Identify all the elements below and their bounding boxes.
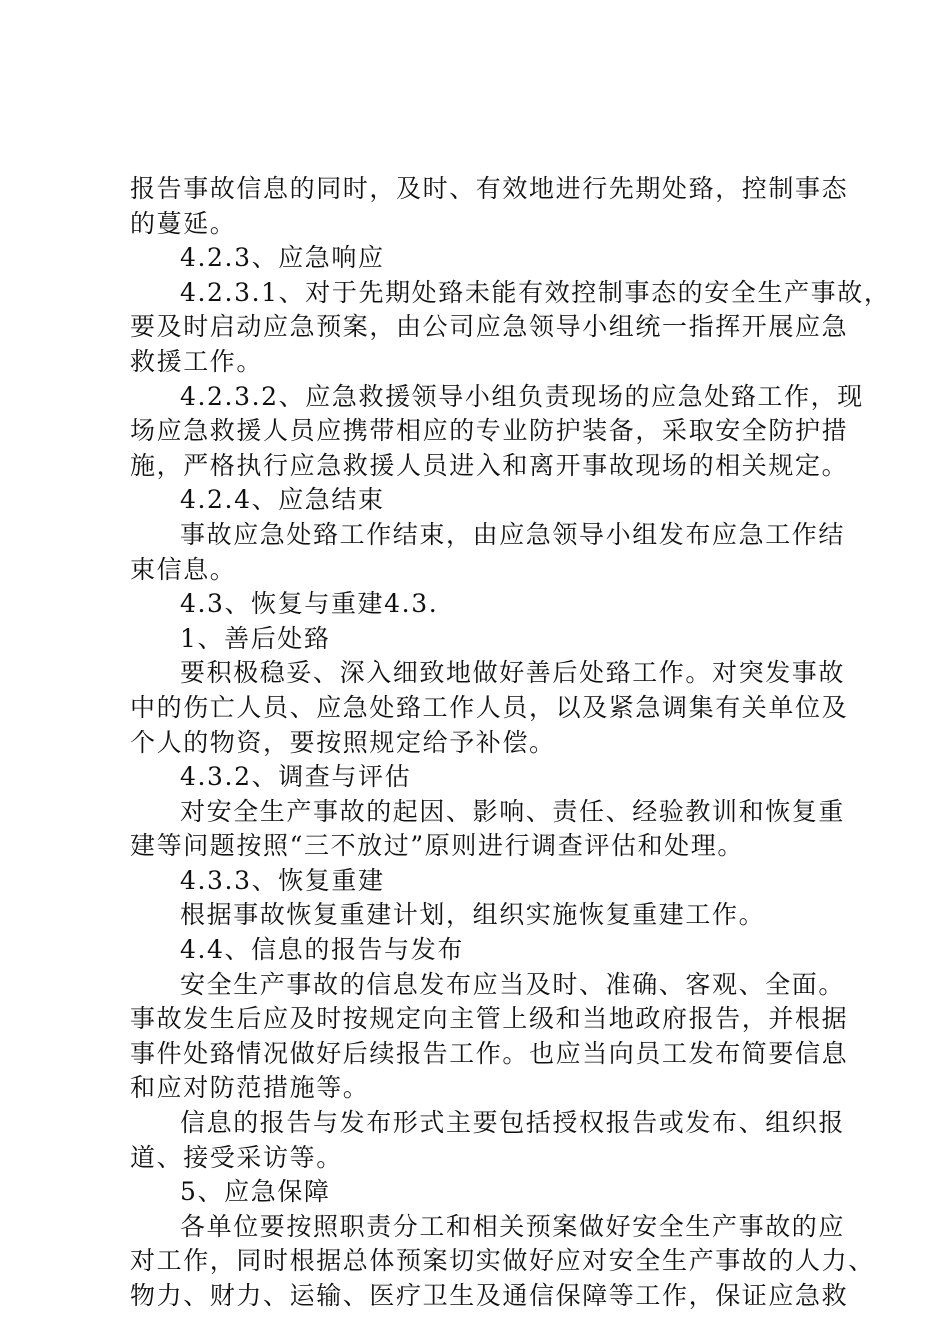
text-line: 物力、财力、运输、医疗卫生及通信保障等工作，保证应急救 bbox=[130, 1281, 849, 1310]
text-line: 道、接受采访等。 bbox=[130, 1142, 343, 1172]
text-line: 建等问题按照“三不放过”原则进行调查评估和处理。 bbox=[130, 831, 744, 861]
text-line: 要及时启动应急预案，由公司应急领导小组统一指挥开展应急 bbox=[130, 312, 849, 342]
text-line: 事故发生后应及时按规定向主管上级和当地政府报告，并根据 bbox=[130, 1004, 849, 1034]
text-line: 4.4、信息的报告与发布 bbox=[180, 935, 464, 965]
text-line: 中的伤亡人员、应急处臵工作人员，以及紧急调集有关单位及 bbox=[130, 692, 849, 722]
text-line: 4.3.2、调查与评估 bbox=[180, 762, 412, 792]
text-line: 安全生产事故的信息发布应当及时、准确、客观、全面。 bbox=[180, 969, 846, 999]
text-line: 各单位要按照职责分工和相关预案做好安全生产事故的应 bbox=[180, 1211, 846, 1241]
text-line: 4.2.3、应急响应 bbox=[180, 243, 385, 273]
text-line: 信息的报告与发布形式主要包括授权报告或发布、组织报 bbox=[180, 1108, 846, 1138]
text-line: 对安全生产事故的起因、影响、责任、经验教训和恢复重 bbox=[180, 796, 846, 826]
text-line: 施，严格执行应急救援人员进入和离开事故现场的相关规定。 bbox=[130, 450, 849, 480]
document-body bbox=[130, 172, 891, 1314]
text-line: 救援工作。 bbox=[130, 346, 264, 376]
text-line: 4.2.4、应急结束 bbox=[180, 485, 385, 515]
text-line: 根据事故恢复重建计划，组织实施恢复重建工作。 bbox=[180, 900, 766, 930]
text-line: 4.2.3.1、对于先期处臵未能有效控制事态的安全生产事故， bbox=[180, 277, 891, 307]
text-line: 4.3.3、恢复重建 bbox=[180, 865, 385, 895]
text-line: 对工作，同时根据总体预案切实做好应对安全生产事故的人力、 bbox=[130, 1246, 875, 1276]
text-line: 个人的物资，要按照规定给予补偿。 bbox=[130, 727, 556, 757]
text-line: 场应急救援人员应携带相应的专业防护装备，采取安全防护措 bbox=[130, 416, 849, 446]
text-line: 4.3、恢复与重建4.3. bbox=[180, 589, 439, 619]
text-line: 1、善后处臵 bbox=[180, 623, 331, 653]
text-line: 事件处臵情况做好后续报告工作。也应当向员工发布简要信息 bbox=[130, 1038, 849, 1068]
text-line: 事故应急处臵工作结束，由应急领导小组发布应急工作结 bbox=[180, 519, 846, 549]
text-line: 和应对防范措施等。 bbox=[130, 1073, 370, 1103]
text-line: 要积极稳妥、深入细致地做好善后处臵工作。对突发事故 bbox=[180, 658, 846, 688]
text-line: 束信息。 bbox=[130, 554, 237, 584]
text-line: 5、应急保障 bbox=[180, 1177, 331, 1207]
text-line: 的蔓延。 bbox=[130, 208, 237, 238]
text-line: 报告事故信息的同时，及时、有效地进行先期处臵，控制事态 bbox=[130, 174, 849, 203]
text-line: 4.2.3.2、应急救援领导小组负责现场的应急处臵工作，现 bbox=[180, 381, 864, 411]
